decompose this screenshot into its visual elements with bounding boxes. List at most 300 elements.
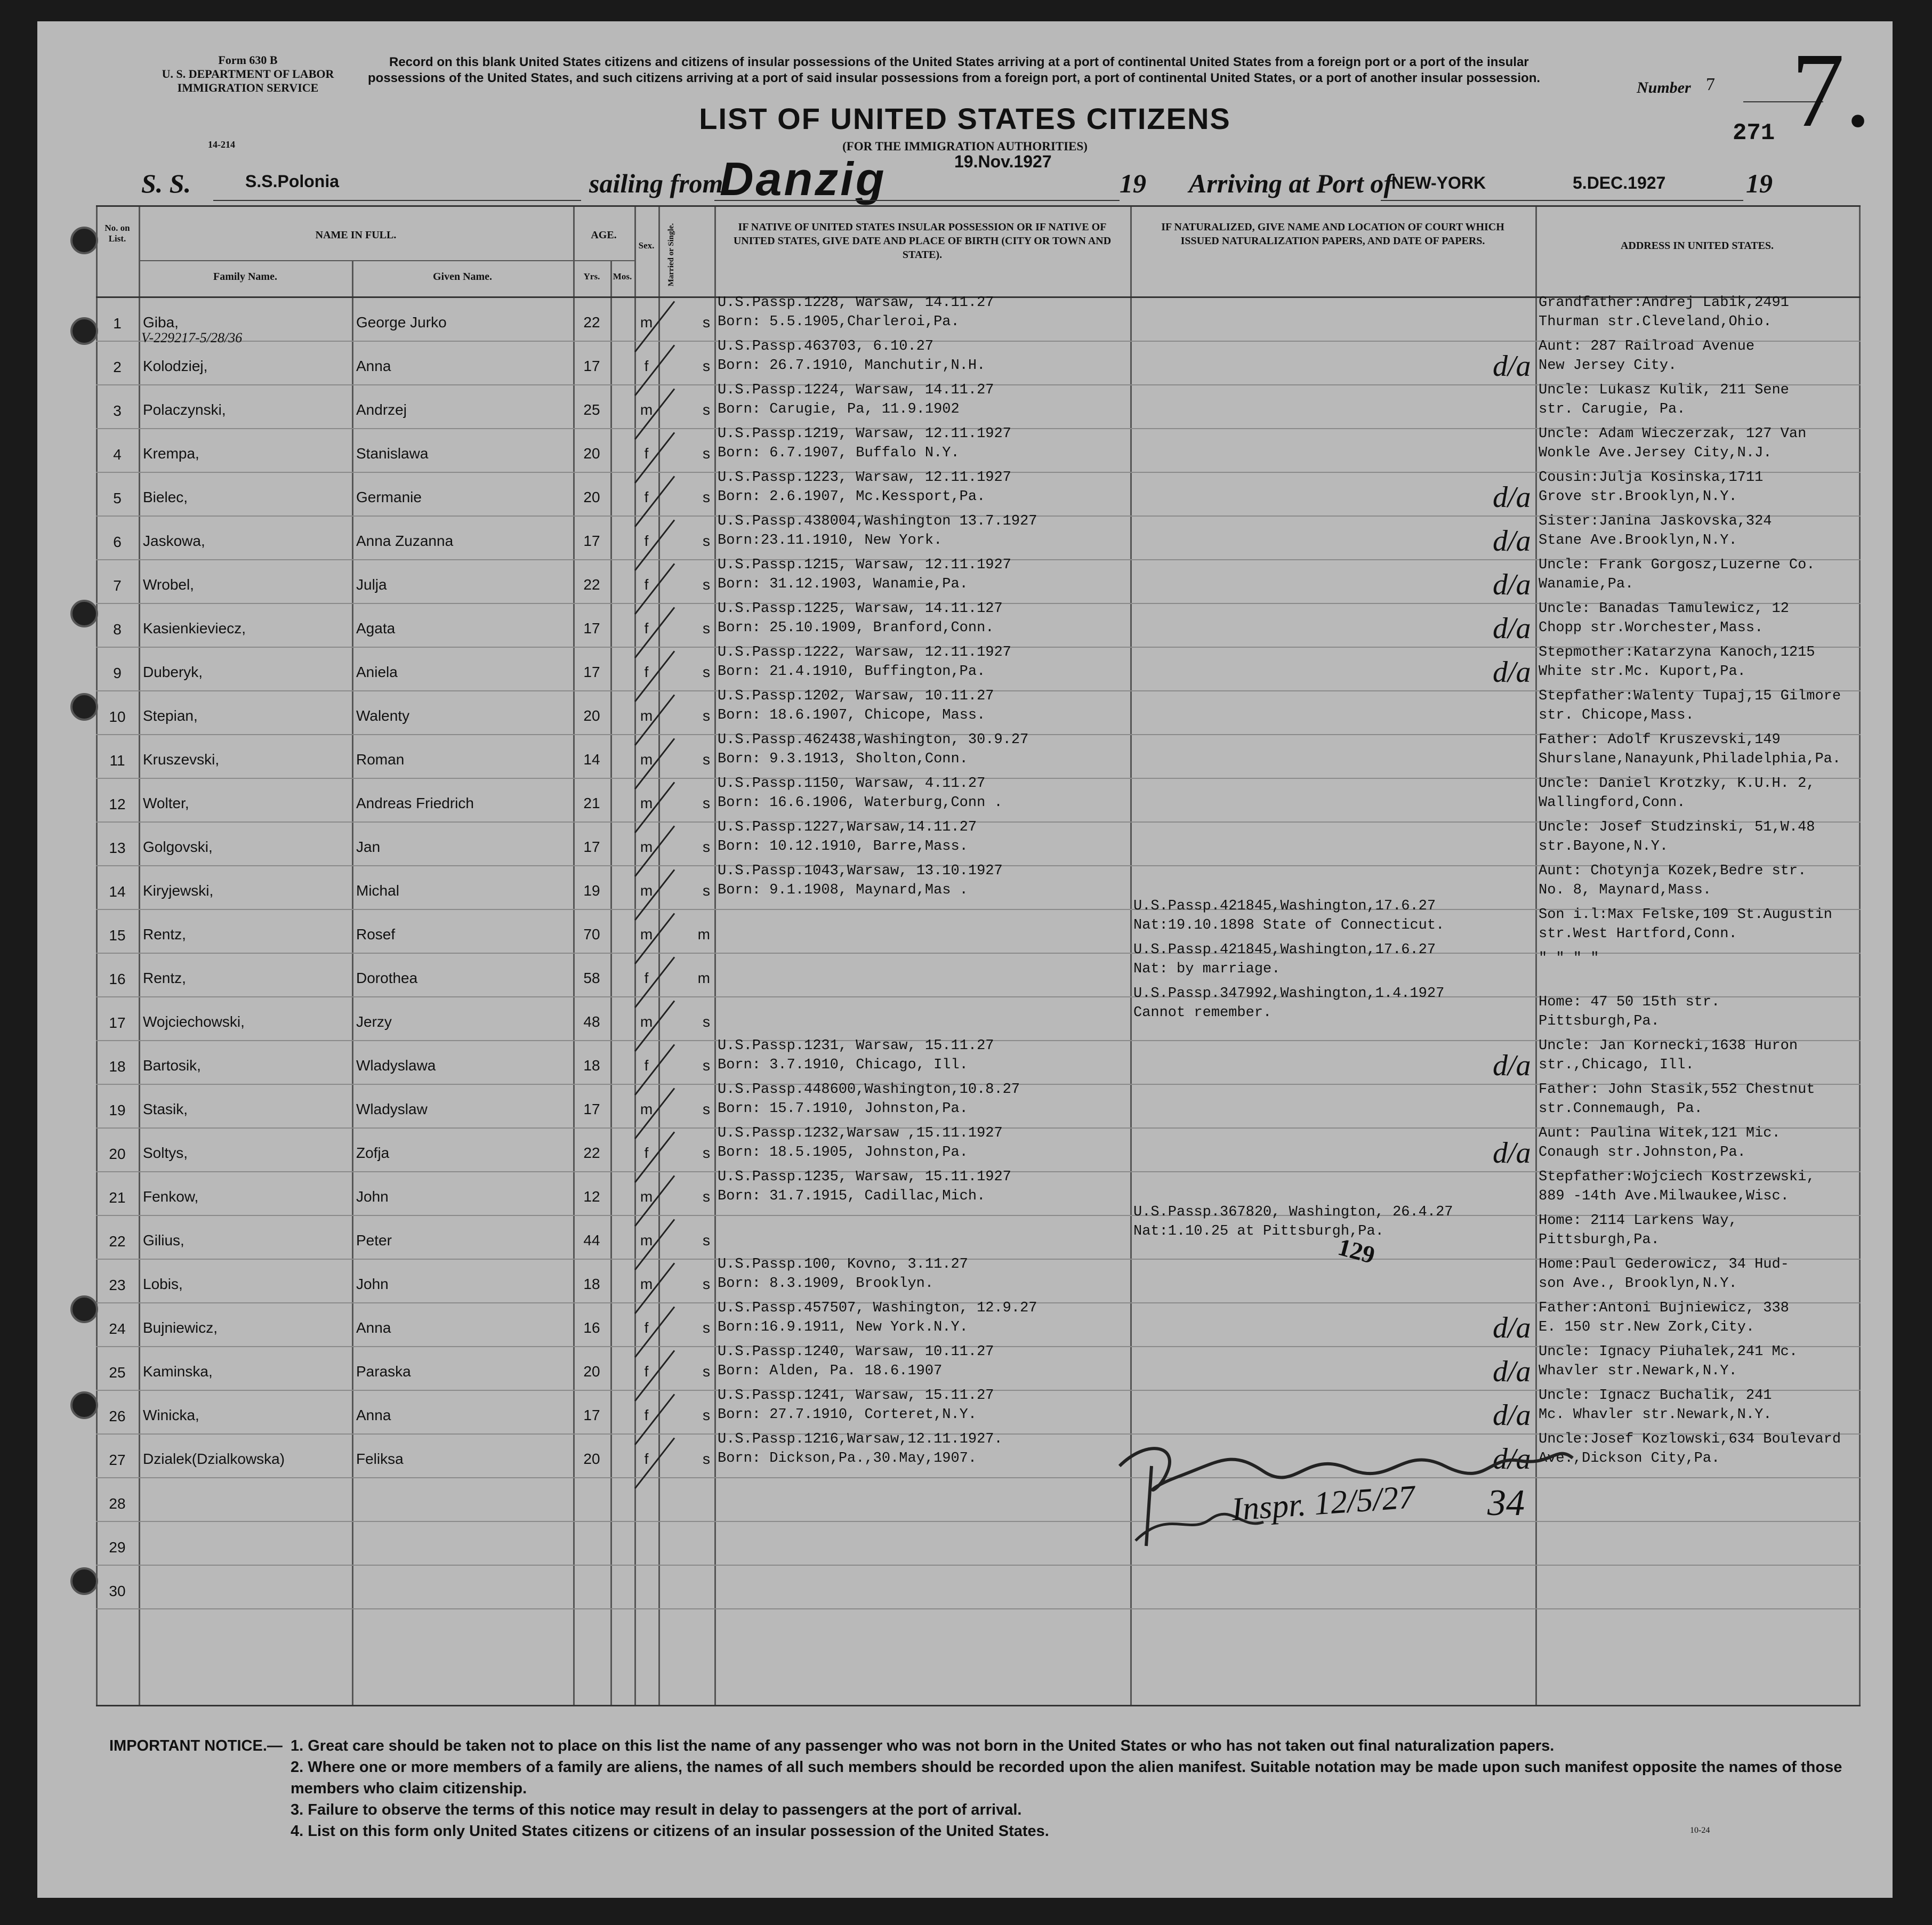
address-line: Uncle: Banadas Tamulewicz, 12 (1539, 601, 1789, 617)
marital-status: m (697, 970, 710, 986)
departure-port: Danzig (720, 152, 887, 205)
naturalization-info-line: U.S.Passp.421845,Washington,17.6.27 (1133, 898, 1436, 914)
passenger-rows (96, 295, 1861, 1609)
row-number: 4 (113, 446, 122, 463)
birth-info-line: U.S.Passp.1225, Warsaw, 14.11.127 (718, 601, 1003, 617)
row-number: 27 (109, 1452, 126, 1468)
row-number: 10 (109, 708, 126, 725)
marital-status: s (703, 839, 710, 855)
given-name: Anna (356, 1319, 391, 1336)
sex-value: m (640, 401, 653, 418)
family-name: Rentz, (143, 970, 186, 986)
address-line: Whavler str.Newark,N.Y. (1539, 1363, 1737, 1379)
arriving-label: Arriving at Port of (1189, 168, 1392, 198)
address-line: Aunt: 287 Railroad Avenue (1539, 339, 1755, 355)
col-header-sex: Sex. (638, 240, 655, 251)
row-number: 26 (109, 1408, 126, 1424)
birth-info-line: U.S.Passp.1222, Warsaw, 12.11.1927 (718, 645, 1011, 661)
arrival-date: 5.DEC.1927 (1573, 173, 1666, 192)
family-name: Lobis, (143, 1276, 183, 1292)
row-number: 11 (109, 752, 125, 769)
sex-value: f (644, 1363, 649, 1380)
family-name: Kasienkieviecz, (143, 620, 246, 637)
birth-info-line: Born: 2.6.1907, Mc.Kessport,Pa. (718, 489, 986, 505)
address-line: " " " " (1539, 951, 1599, 966)
col-header-family: Family Name. (213, 271, 277, 283)
col-header-native: IF NATIVE OF UNITED STATES INSULAR POSSESSION OR IF NATIVE OF UNITED STATES, GIVE DATE AND PLACE OF BIRTH (CITY OR TOWN AND STATE). (733, 221, 1112, 261)
address-line: Stepmother:Katarzyna Kanoch,1215 (1539, 645, 1815, 661)
address-line: Home:Paul Gederowicz, 34 Hud- (1539, 1257, 1789, 1272)
birth-info-line: U.S.Passp.1228, Warsaw, 14.11.27 (718, 295, 994, 311)
sex-value: f (644, 533, 649, 549)
row-number: 16 (109, 971, 126, 987)
birth-info-line: Born:16.9.1911, New York.N.Y. (718, 1319, 968, 1335)
given-name: Wladyslawa (356, 1057, 436, 1074)
department-label: U. S. DEPARTMENT OF LABOR (162, 67, 334, 80)
age-years: 17 (583, 358, 600, 374)
given-name: Feliksa (356, 1451, 404, 1467)
marital-status: s (703, 533, 710, 549)
address-line: White str.Mc. Kuport,Pa. (1539, 664, 1746, 680)
address-line: Pittsburgh,Pa. (1539, 1232, 1660, 1248)
address-line: Uncle: Lukasz Kulik, 211 Sene (1539, 382, 1789, 398)
row-number: 12 (109, 796, 126, 812)
birth-info-line: Born: Carugie, Pa, 11.9.1902 (718, 401, 960, 417)
given-name: Dorothea (356, 970, 418, 986)
sex-value: f (644, 576, 649, 593)
family-name: Winicka, (143, 1407, 199, 1423)
birth-info-line: Born: 31.12.1903, Wanamie,Pa. (718, 576, 968, 592)
age-years: 22 (583, 1145, 600, 1161)
manifest-page (37, 21, 1893, 1898)
address-line: Wanamie,Pa. (1539, 576, 1634, 592)
sex-value: m (640, 1101, 653, 1117)
sex-value: f (644, 1451, 649, 1467)
birth-info-line: Born: Alden, Pa. 18.6.1907 (718, 1363, 943, 1379)
row-number: 25 (109, 1364, 126, 1381)
age-years: 21 (583, 795, 600, 811)
birth-info-line: U.S.Passp.1150, Warsaw, 4.11.27 (718, 776, 986, 792)
address-line: Wonkle Ave.Jersey City,N.J. (1539, 445, 1772, 461)
form-id-block (160, 53, 336, 95)
table-row (96, 898, 1861, 954)
marital-status: s (703, 795, 710, 811)
address-line: Stane Ave.Brooklyn,N.Y. (1539, 533, 1737, 549)
sailing-from-label: sailing from (589, 168, 723, 198)
given-name: John (356, 1276, 389, 1292)
birth-info-line: Born: 18.6.1907, Chicope, Mass. (718, 707, 986, 723)
row-number: 15 (109, 927, 126, 944)
birth-info-line: Born: 27.7.1910, Corteret,N.Y. (718, 1407, 977, 1423)
table-row (96, 732, 1861, 779)
table-row (96, 688, 1861, 735)
sex-value: m (640, 707, 653, 724)
address-line: 889 -14th Ave.Milwaukee,Wisc. (1539, 1188, 1789, 1204)
naturalization-info-line: U.S.Passp.367820, Washington, 26.4.27 (1133, 1204, 1453, 1220)
row-number: 8 (113, 621, 122, 638)
sex-value: m (640, 1276, 653, 1292)
sex-value: f (644, 1319, 649, 1336)
table-row (96, 557, 1861, 604)
service-label: IMMIGRATION SERVICE (177, 81, 319, 94)
page-subtitle: (FOR THE IMMIGRATION AUTHORITIES) (842, 140, 1088, 153)
address-line: New Jersey City. (1539, 358, 1677, 374)
family-name: Wolter, (143, 795, 189, 811)
age-years: 17 (583, 1101, 600, 1117)
handwritten-initials-mark: d/a (1493, 525, 1531, 558)
marital-status: s (703, 707, 710, 724)
given-name: Anna Zuzanna (356, 533, 454, 549)
family-name: Stepian, (143, 707, 198, 724)
table-row (96, 819, 1861, 866)
address-line: str. Chicope,Mass. (1539, 707, 1694, 723)
family-name: Kaminska, (143, 1363, 213, 1380)
given-name: Andreas Friedrich (356, 795, 474, 811)
marital-status: s (703, 1057, 710, 1074)
sex-value: m (640, 882, 653, 899)
handwritten-initials-mark: d/a (1493, 612, 1531, 645)
family-name: Bartosik, (143, 1057, 201, 1074)
address-line: Son i.l:Max Felske,109 St.Augustin (1539, 907, 1832, 923)
given-name: Germanie (356, 489, 422, 505)
ship-underline (213, 200, 581, 201)
marital-status: s (703, 358, 710, 374)
address-line: son Ave., Brooklyn,N.Y. (1539, 1276, 1737, 1292)
birth-info-line: U.S.Passp.1223, Warsaw, 12.11.1927 (718, 470, 1011, 486)
marital-status: s (703, 1451, 710, 1467)
family-name: Polaczynski, (143, 401, 226, 418)
col-header-age: AGE. (591, 229, 617, 241)
age-years: 17 (583, 533, 600, 549)
row-number: 19 (109, 1102, 126, 1118)
age-years: 18 (583, 1057, 600, 1074)
family-name: Wrobel, (143, 576, 194, 593)
handwritten-initials-mark: d/a (1493, 1049, 1531, 1082)
family-name: Giba, (143, 314, 179, 331)
table-row (96, 1169, 1861, 1216)
family-name: Golgovski, (143, 839, 213, 855)
age-years: 18 (583, 1276, 600, 1292)
notice-item-3: 3. Failure to observe the terms of this notice may result in delay to passengers at the port of arrival. (291, 1801, 1022, 1818)
family-name: Duberyk, (143, 664, 203, 680)
birth-info-line: U.S.Passp.100, Kovno, 3.11.27 (718, 1257, 968, 1272)
sex-value: f (644, 664, 649, 680)
naturalization-info-line: Nat: by marriage. (1133, 961, 1281, 977)
family-name: Bujniewicz, (143, 1319, 218, 1336)
sex-value: f (644, 489, 649, 505)
family-name: Wojciechowski, (143, 1013, 245, 1030)
sex-value: f (644, 970, 649, 986)
inspector-initials: 34 (1487, 1483, 1525, 1524)
birth-info-line: U.S.Passp.1215, Warsaw, 12.11.1927 (718, 557, 1011, 573)
notice-label: IMPORTANT NOTICE.— (109, 1737, 283, 1754)
birth-info-line: U.S.Passp.1232,Warsaw ,15.11.1927 (718, 1125, 1003, 1141)
age-years: 22 (583, 314, 600, 331)
address-line: Mc. Whavler str.Newark,N.Y. (1539, 1407, 1772, 1423)
age-years: 20 (583, 445, 600, 462)
age-years: 17 (583, 620, 600, 637)
table-row (96, 426, 1861, 473)
given-name: Aniela (356, 664, 398, 680)
age-years: 58 (583, 970, 600, 986)
col-header-address: ADDRESS IN UNITED STATES. (1620, 240, 1774, 252)
birth-info-line: Born: 18.5.1905, Johnston,Pa. (718, 1145, 968, 1161)
sex-value: m (640, 1013, 653, 1030)
address-line: Pittsburgh,Pa. (1539, 1013, 1660, 1029)
marital-status: s (703, 1232, 710, 1249)
address-line: Uncle: Daniel Krotzky, K.U.H. 2, (1539, 776, 1815, 792)
address-line: Uncle: Adam Wieczerzak, 127 Van (1539, 426, 1807, 442)
sex-value: m (640, 839, 653, 855)
sex-value: f (644, 1057, 649, 1074)
sex-value: m (640, 795, 653, 811)
address-line: Father: Adolf Kruszevski,149 (1539, 732, 1781, 748)
birth-info-line: U.S.Passp.1224, Warsaw, 14.11.27 (718, 382, 994, 398)
handwritten-initials-mark: d/a (1493, 1399, 1531, 1432)
address-line: Stepfather:Walenty Tupaj,15 Gilmore (1539, 688, 1841, 704)
notice-code: 10-24 (1690, 1826, 1710, 1835)
address-line: Father: John Stasik,552 Chestnut (1539, 1082, 1815, 1098)
inspector-date: Inspr. 12/5/27 (1230, 1479, 1416, 1528)
row-number: 6 (113, 534, 122, 550)
table-row (96, 1257, 1861, 1303)
given-name: Julja (356, 576, 387, 593)
family-name: Stasik, (143, 1101, 188, 1117)
address-line: Stepfather:Wojciech Kostrzewski, (1539, 1169, 1815, 1185)
sex-value: m (640, 926, 653, 943)
given-name: Wladyslaw (356, 1101, 428, 1117)
marital-status: s (703, 620, 710, 637)
year-label-2: 19 (1746, 168, 1773, 198)
age-years: 22 (583, 576, 600, 593)
birth-info-line: Born: 31.7.1915, Cadillac,Mich. (718, 1188, 986, 1204)
sex-value: f (644, 620, 649, 637)
marital-status: s (703, 751, 710, 768)
birth-info-line: U.S.Passp.448600,Washington,10.8.27 (718, 1082, 1020, 1098)
arrival-port: NEW-YORK (1391, 173, 1486, 192)
punch-hole (70, 317, 98, 345)
address-line: str.Bayone,N.Y. (1539, 839, 1669, 855)
table-row (96, 1388, 1861, 1435)
marital-status: s (703, 314, 710, 331)
punch-hole (70, 693, 98, 721)
family-name: Krempa, (143, 445, 199, 462)
family-name: Soltys, (143, 1145, 188, 1161)
sex-value: f (644, 358, 649, 374)
given-name: Andrzej (356, 401, 407, 418)
table-row (96, 382, 1861, 429)
inspector-signature (1104, 1429, 1690, 1621)
punch-hole (70, 1567, 98, 1595)
row-number: 1 (113, 315, 122, 332)
birth-info-line: U.S.Passp.1240, Warsaw, 10.11.27 (718, 1344, 994, 1360)
row-number: 14 (109, 883, 126, 900)
sex-value: m (640, 751, 653, 768)
row-number: 30 (109, 1583, 126, 1599)
table-row (96, 601, 1861, 648)
age-years: 48 (583, 1013, 600, 1030)
row-number: 29 (109, 1539, 126, 1556)
row-number: 21 (109, 1189, 126, 1206)
form-number: Form 630 B (218, 53, 278, 67)
header-instructions: Record on this blank United States citizens and citizens of insular possessions of the United States arriving at a port of continental United States from a foreign port or a port of the insular possessions of the United States, and such citizens arriving at a port of said insular possessions from a foreign port, a port of continental United States, or a port of another insular possession. (368, 55, 1541, 85)
sailing-date: 19.Nov.1927 (954, 152, 1052, 171)
table-row (96, 863, 1861, 910)
handwritten-initials-mark: d/a (1493, 481, 1531, 514)
address-line: Uncle:Josef Kozlowski,634 Boulevard (1539, 1431, 1841, 1447)
notice-item-1: 1. Great care should be taken not to place on this list the name of any passenger who was not born in the United States or who has not taken out final naturalization papers. (291, 1737, 1555, 1754)
family-name: Kruszevski, (143, 751, 220, 768)
marital-status: s (703, 401, 710, 418)
birth-info-line: Born: 15.7.1910, Johnston,Pa. (718, 1101, 968, 1117)
address-line: Father:Antoni Bujniewicz, 338 (1539, 1300, 1789, 1316)
address-line: Uncle: Jan Kornecki,1638 Huron (1539, 1038, 1798, 1054)
marital-status: s (703, 882, 710, 899)
address-line: Ave.,Dickson City,Pa. (1539, 1451, 1720, 1467)
marital-status: s (703, 1276, 710, 1292)
given-name: Anna (356, 1407, 391, 1423)
birth-info-line: Born: 21.4.1910, Buffington,Pa. (718, 664, 986, 680)
small-form-code: 14-214 (208, 139, 235, 150)
naturalization-info-line: Nat:1.10.25 at Pittsburgh,Pa. (1133, 1223, 1384, 1239)
birth-info-line: U.S.Passp.462438,Washington, 30.9.27 (718, 732, 1029, 748)
age-years: 17 (583, 1407, 600, 1423)
given-name: Zofja (356, 1145, 390, 1161)
age-years: 19 (583, 882, 600, 899)
birth-info-line: Born: 25.10.1909, Branford,Conn. (718, 620, 994, 636)
address-line: Cousin:Julja Kosinska,1711 (1539, 470, 1764, 486)
age-years: 14 (583, 751, 600, 768)
given-name: Jan (356, 839, 381, 855)
address-line: Shurslane,Nanayunk,Philadelphia,Pa. (1539, 751, 1841, 767)
punch-hole (70, 1391, 98, 1419)
table-row (96, 295, 1861, 345)
birth-info-line: Born: 16.6.1906, Waterburg,Conn . (718, 795, 1003, 811)
address-line: No. 8, Maynard,Mass. (1539, 882, 1712, 898)
ship-name: S.S.Polonia (245, 172, 340, 191)
handwritten-initials-mark: d/a (1493, 1137, 1531, 1170)
ss-label: S. S. (141, 168, 191, 198)
given-name: Anna (356, 358, 391, 374)
row-number: 24 (109, 1320, 126, 1337)
marital-status: s (703, 445, 710, 462)
sex-value: f (644, 1145, 649, 1161)
birth-info-line: Born:23.11.1910, New York. (718, 533, 943, 549)
birth-info-line: U.S.Passp.463703, 6.10.27 (718, 339, 934, 355)
address-line: str.,Chicago, Ill. (1539, 1057, 1694, 1073)
handwritten-initials-mark: d/a (1493, 568, 1531, 601)
punch-hole (70, 1295, 98, 1323)
naturalization-info-line: U.S.Passp.347992,Washington,1.4.1927 (1133, 986, 1445, 1002)
handwritten-initials-mark: d/a (1493, 350, 1531, 383)
table-row (96, 1082, 1861, 1129)
sex-value: m (640, 1188, 653, 1205)
address-line: Chopp str.Worchester,Mass. (1539, 620, 1764, 636)
address-line: Uncle: Ignacy Piuhalek,241 Mc. (1539, 1344, 1798, 1360)
marital-status: s (703, 1319, 710, 1336)
family-name: Dzialek(Dzialkowska) (143, 1451, 285, 1467)
col-header-naturalized: IF NATURALIZED, GIVE NAME AND LOCATION OF COURT WHICH ISSUED NATURALIZATION PAPERS, AND DATE OF PAPERS. (1161, 221, 1504, 247)
birth-info-line: Born: 5.5.1905,Charleroi,Pa. (718, 314, 960, 330)
family-name: Rentz, (143, 926, 186, 943)
marital-status: s (703, 664, 710, 680)
age-years: 44 (583, 1232, 600, 1249)
birth-info-line: Born: Dickson,Pa.,30.May,1907. (718, 1451, 977, 1467)
row-number: 22 (109, 1233, 126, 1250)
row-number: 20 (109, 1146, 126, 1162)
address-line: str.West Hartford,Conn. (1539, 926, 1737, 942)
birth-info-line: Born: 9.3.1913, Sholton,Conn. (718, 751, 968, 767)
address-line: Uncle: Frank Gorgosz,Luzerne Co. (1539, 557, 1815, 573)
row-number: 28 (109, 1495, 126, 1512)
sailing-underline (714, 200, 1120, 201)
address-line: Aunt: Chotynja Kozek,Bedre str. (1539, 863, 1807, 879)
handwritten-note: V-229217-5/28/36 (141, 330, 243, 345)
birth-info-line: U.S.Passp.1235, Warsaw, 15.11.1927 (718, 1169, 1011, 1185)
birth-info-line: U.S.Passp.457507, Washington, 12.9.27 (718, 1300, 1037, 1316)
age-years: 16 (583, 1319, 600, 1336)
row-number: 5 (113, 490, 122, 506)
age-years: 20 (583, 489, 600, 505)
page-number: 271 (1733, 120, 1775, 147)
marital-status: s (703, 576, 710, 593)
age-years: 17 (583, 839, 600, 855)
sex-value: f (644, 1407, 649, 1423)
address-line: E. 150 str.New Zork,City. (1539, 1319, 1755, 1335)
handwritten-initials-mark: d/a (1493, 1355, 1531, 1388)
col-header-no: No. on List. (104, 223, 130, 244)
col-header-mos: Mos. (613, 271, 632, 281)
family-name: Kolodziej, (143, 358, 208, 374)
marital-status: s (703, 489, 710, 505)
address-line: Home: 2114 Larkens Way, (1539, 1213, 1737, 1229)
marital-status: s (703, 1188, 710, 1205)
table-row (96, 776, 1861, 823)
address-line: Aunt: Paulina Witek,121 Mic. (1539, 1125, 1781, 1141)
col-header-married: Married or Single. (667, 223, 675, 287)
table-row (96, 513, 1861, 560)
table-row (96, 1300, 1861, 1347)
notice-item-2: 2. Where one or more members of a family are aliens, the names of all such members should be recorded upon the alien manifest. Suitable notation may be made upon such manifest opposite the names of those members who claim citizenship. (291, 1759, 1842, 1797)
birth-info-line: U.S.Passp.1227,Warsaw,14.11.27 (718, 819, 977, 835)
table-row (96, 339, 1861, 385)
naturalization-info-line: Cannot remember. (1133, 1005, 1272, 1021)
notice-items (291, 1735, 1863, 1842)
address-line: Grove str.Brooklyn,N.Y. (1539, 489, 1737, 505)
age-years: 70 (583, 926, 600, 943)
given-name: Rosef (356, 926, 396, 943)
number-label: Number (1637, 79, 1691, 96)
birth-info-line: U.S.Passp.438004,Washington 13.7.1927 (718, 513, 1037, 529)
table-row (96, 1204, 1861, 1260)
col-header-yrs: Yrs. (583, 271, 600, 281)
birth-info-line: Born: 6.7.1907, Buffalo N.Y. (718, 445, 960, 461)
address-line: Conaugh str.Johnston,Pa. (1539, 1145, 1746, 1161)
marital-status: s (703, 1013, 710, 1030)
stamp-129: 129 (1335, 1233, 1378, 1269)
marital-status: s (703, 1145, 710, 1161)
row-number: 9 (113, 665, 122, 681)
row-number: 17 (109, 1014, 126, 1031)
address-line: Grandfather:Andrej Labik,2491 (1539, 295, 1789, 311)
given-name: John (356, 1188, 389, 1205)
row-number: 18 (109, 1058, 126, 1075)
given-name: Agata (356, 620, 396, 637)
number-value: 7 (1706, 75, 1715, 94)
marital-status: s (703, 1407, 710, 1423)
birth-info-line: U.S.Passp.1219, Warsaw, 12.11.1927 (718, 426, 1011, 442)
birth-info-line: Born: 3.7.1910, Chicago, Ill. (718, 1057, 968, 1073)
